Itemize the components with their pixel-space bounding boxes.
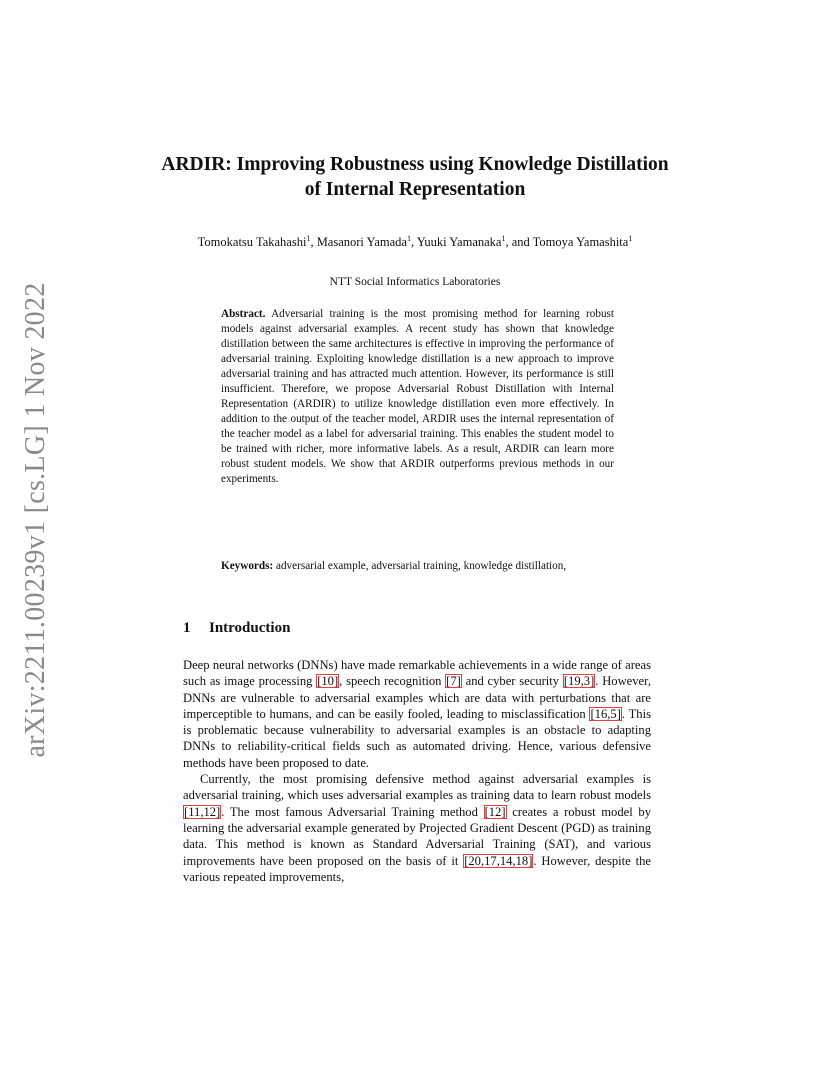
author-list [170,230,660,251]
paragraph-text: Currently, the most promising defensive method against adversarial examples is adversarial training, which uses adversarial examples as training data to learn robust models [183,772,651,803]
paragraph-text: and cyber security [461,674,563,689]
abstract [221,307,614,487]
keywords-text: adversarial example, adversarial training, knowledge distillation, [276,560,567,572]
paper-title: ARDIR: Improving Robustness using Knowledge Distillation of Internal Representation [161,154,669,200]
citation-link[interactable]: [16,5] [590,706,621,721]
citation-link[interactable]: [11,12] [184,804,221,819]
author-affiliation-mark: 1 [501,234,506,243]
paragraph [183,771,651,885]
abstract-label: Abstract. [221,308,266,320]
abstract-text: Adversarial training is the most promising method for learning robust models against adversarial examples. A recent study has shown that knowledge distillation between the same architectures is effective in improving the performance of adversarial training. Exploiting knowledge distillation is a new approach to improve adversarial training and has attracted much attention. However, its performance is still insufficient. Therefore, we propose Adversarial Robust Distillation with Internal Representation (ARDIR) to utilize knowledge distillation even more effectively. In addition to the output of the teacher model, ARDIR uses the internal representation of the teacher model as a label for adversarial training. This enables the student model to be trained with richer, more informative labels. As a result, ARDIR can learn more robust student models. We show that ARDIR outperforms previous methods in our experiments. [221,308,614,485]
author-separator: , [410,235,417,250]
keywords [221,559,614,574]
author-name: Yuuki Yamanaka [416,235,502,250]
citation-link[interactable]: [7] [446,674,461,689]
citation-link[interactable]: [19,3] [563,674,595,689]
citation-link[interactable]: [20,17,14,18] [464,853,533,868]
paragraph-text: . This is problematic because vulnerability to adversarial examples is an obstacle to adapting DNNs to reliability-critical fields such as automated driving. Hence, various defensive methods have been proposed to date. [183,706,651,770]
author-name: Tomokatsu Takahashi [197,235,307,250]
paragraph-text: Deep neural networks (DNNs) have made remarkable achievements in a wide range of areas such as image processing [183,658,651,689]
paragraph-text: . However, DNNs are vulnerable to adversarial examples which are data with perturbations that are imperceptible to humans, and can be easily fooled, leading to misclassification [183,674,651,721]
citation-link[interactable]: [10] [317,674,339,689]
section-number: 1 [183,620,191,636]
author-affiliation-mark: 1 [406,234,411,243]
author-affiliation-mark: 1 [628,234,633,243]
author-name: Tomoya Yamashita [532,235,629,250]
paragraph-text: creates a robust model by learning the adversarial example generated by Projected Gradient Descent (PGD) as training data. This method is known as Standard Adversarial Training (SAT), and various improvements have been proposed on the basis of it [183,804,652,868]
author-separator: , [310,235,317,250]
author-separator: , and [505,235,533,250]
keywords-label: Keywords: [221,560,274,572]
author-name: Masanori Yamada [316,235,407,250]
paragraph-text: , speech recognition [339,674,446,689]
arxiv-identifier-stamp: arXiv:2211.00239v1 [cs.LG] 1 Nov 2022 [20,282,51,758]
paragraph-text: . The most famous Adversarial Training method [221,804,484,819]
paragraph [183,657,651,771]
section-heading [183,620,290,637]
author-affiliation-mark: 1 [306,234,311,243]
paragraph-text: . However, despite the various repeated improvements, [183,853,651,884]
citation-link[interactable]: [12] [484,804,506,819]
section-title: Introduction [209,620,291,636]
affiliation: NTT Social Informatics Laboratories [329,276,501,288]
introduction-body [183,657,651,885]
